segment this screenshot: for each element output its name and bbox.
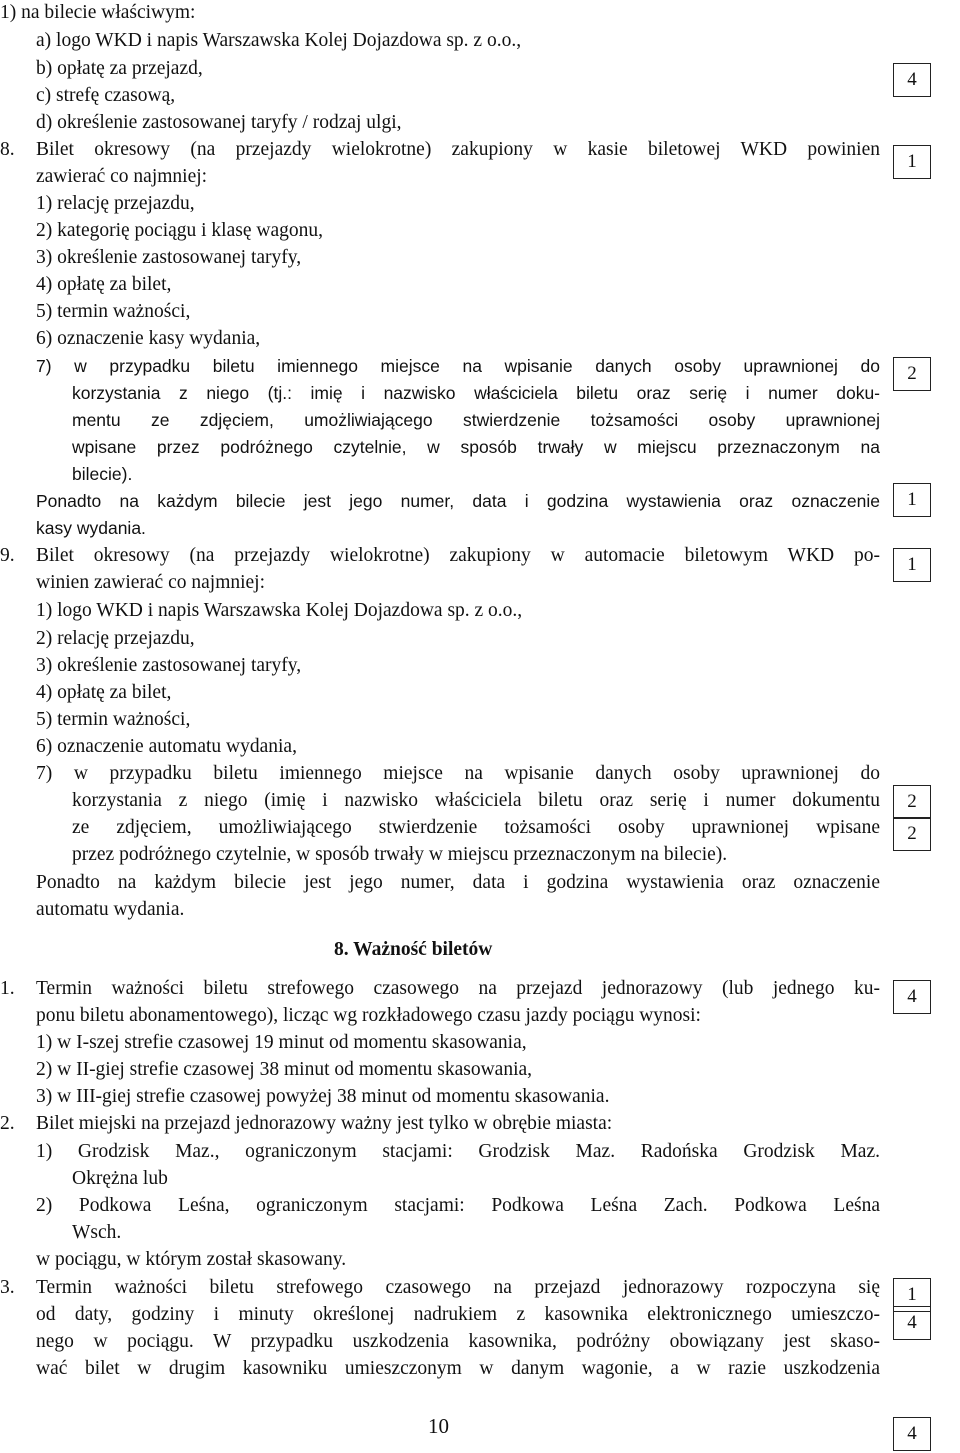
text-line: Okrężna lub	[72, 1168, 168, 1189]
text-line: zawierać co najmniej:	[36, 166, 208, 187]
text-line: 7) w przypadku biletu imiennego miejsce na wpisanie danych osoby uprawnionej do	[36, 356, 880, 376]
text-line: Wsch.	[72, 1222, 122, 1243]
points-box: 2	[893, 817, 931, 851]
text-line: 5) termin ważności,	[36, 301, 191, 322]
text-line: nego w pociągu. W przypadku uszkodzenia kasownika, podróżny obowiązany jest skaso-	[36, 1331, 880, 1352]
text-line: Bilet okresowy (na przejazdy wielokrotne) zakupiony w kasie biletowej WKD powinien	[36, 139, 880, 160]
text-line: 2) w II-giej strefie czasowej 38 minut od momentu skasowania,	[36, 1059, 533, 1080]
text-line: w pociągu, w którym został skasowany.	[36, 1249, 347, 1270]
list-number: 1.	[0, 978, 15, 999]
points-box: 4	[893, 980, 931, 1014]
text-line: mentu ze zdjęciem, umożliwiającego stwierdzenie tożsamości osoby uprawnionej	[72, 410, 880, 430]
text-line: b) opłatę za przejazd,	[36, 58, 203, 79]
text-line: 6) oznaczenie kasy wydania,	[36, 328, 261, 349]
text-line: wać bilet w drugim kasowniku umieszczonym w danym wagonie, a w razie uszkodzenia	[36, 1358, 880, 1379]
points-box: 4	[893, 1417, 931, 1451]
text-line: Termin ważności biletu strefowego czasowego na przejazd jednorazowy rozpoczyna się	[36, 1277, 880, 1298]
text-line: 5) termin ważności,	[36, 709, 191, 730]
text-line: 1) Grodzisk Maz., ograniczonym stacjami: Grodzisk Maz. Radońska Grodzisk Maz.	[36, 1141, 880, 1162]
section-heading: 8. Ważność biletów	[334, 939, 493, 960]
text-line: 2) kategorię pociągu i klasę wagonu,	[36, 220, 323, 241]
text-line: ponu biletu abonamentowego), licząc wg rozkładowego czasu jazdy pociągu wynosi:	[36, 1005, 701, 1026]
points-box: 4	[893, 1306, 931, 1340]
text-line: c) strefę czasową,	[36, 85, 176, 106]
text-line: a) logo WKD i napis Warszawska Kolej Dojazdowa sp. z o.o.,	[36, 30, 522, 51]
points-box: 4	[893, 63, 931, 97]
text-line: winien zawierać co najmniej:	[36, 572, 266, 593]
text-line: 2) Podkowa Leśna, ograniczonym stacjami: Podkowa Leśna Zach. Podkowa Leśna	[36, 1195, 880, 1216]
text-line: 7) w przypadku biletu imiennego miejsce na wpisanie danych osoby uprawnionej do	[36, 763, 880, 784]
text-line: 3) w III-giej strefie czasowej powyżej 38 minut od momentu skasowania.	[36, 1086, 610, 1107]
points-box: 2	[893, 785, 931, 819]
text-line: 4) opłatę za bilet,	[36, 682, 172, 703]
text-line: 2) relację przejazdu,	[36, 628, 195, 649]
text-line: 1) na bilecie właściwym:	[0, 2, 196, 23]
points-box: 1	[893, 145, 931, 179]
points-box: 1	[893, 548, 931, 582]
text-line: wpisane przez podróżnego czytelnie, w sposób trwały w miejscu przeznaczonym na	[72, 437, 880, 457]
text-line: korzystania z niego (tj.: imię i nazwisko właściciela biletu oraz serię i numer doku-	[72, 383, 880, 403]
page-number: 10	[428, 1414, 449, 1438]
text-line: od daty, godziny i minuty określonej nadrukiem z kasownika elektronicznego umieszczo-	[36, 1304, 880, 1325]
text-line: 6) oznaczenie automatu wydania,	[36, 736, 297, 757]
text-line: przez podróżnego czytelnie, w sposób trwały w miejscu przeznaczonym na bilecie).	[72, 844, 728, 865]
text-line: Ponadto na każdym bilecie jest jego numer, data i godzina wystawienia oraz oznaczenie	[36, 491, 880, 511]
list-number: 8.	[0, 139, 15, 160]
text-line: Bilet okresowy (na przejazdy wielokrotne) zakupiony w automacie biletowym WKD po-	[36, 545, 880, 566]
text-line: bilecie).	[72, 464, 133, 484]
points-box: 1	[893, 483, 931, 517]
text-line: 3) określenie zastosowanej taryfy,	[36, 655, 302, 676]
points-box: 1	[893, 1278, 931, 1312]
text-line: 1) logo WKD i napis Warszawska Kolej Dojazdowa sp. z o.o.,	[36, 600, 523, 621]
text-line: 1) w I-szej strefie czasowej 19 minut od momentu skasowania,	[36, 1032, 527, 1053]
text-line: Bilet miejski na przejazd jednorazowy ważny jest tylko w obrębie miasta:	[36, 1113, 613, 1134]
text-line: 1) relację przejazdu,	[36, 193, 195, 214]
list-number: 3.	[0, 1277, 15, 1298]
text-line: d) określenie zastosowanej taryfy / rodzaj ulgi,	[36, 112, 402, 133]
list-number: 9.	[0, 545, 15, 566]
text-line: automatu wydania.	[36, 899, 185, 920]
text-line: korzystania z niego (imię i nazwisko właściciela biletu oraz serię i numer dokumentu	[72, 790, 880, 811]
text-line: ze zdjęciem, umożliwiającego stwierdzenie tożsamości osoby uprawnionej wpisane	[72, 817, 880, 838]
points-box: 2	[893, 357, 931, 391]
text-line: Ponadto na każdym bilecie jest jego numer, data i godzina wystawienia oraz oznaczenie	[36, 872, 880, 893]
text-line: Termin ważności biletu strefowego czasowego na przejazd jednorazowy (lub jednego ku-	[36, 978, 880, 999]
text-line: 3) określenie zastosowanej taryfy,	[36, 247, 302, 268]
list-number: 2.	[0, 1113, 15, 1134]
text-line: 4) opłatę za bilet,	[36, 274, 172, 295]
text-line: kasy wydania.	[36, 518, 146, 538]
